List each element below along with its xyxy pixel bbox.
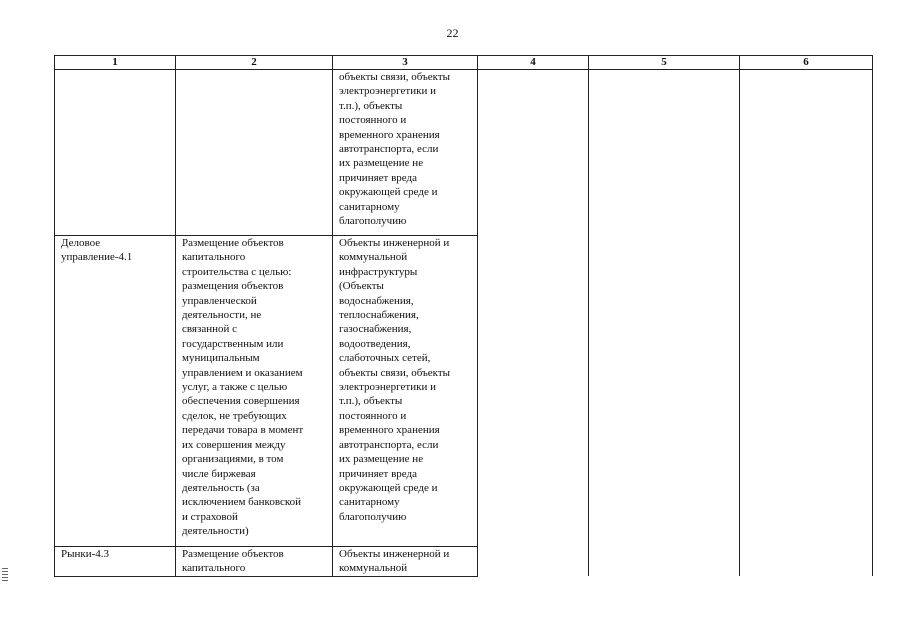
cell-description <box>176 70 333 236</box>
header-col-3: 3 <box>333 56 478 70</box>
header-col-1: 1 <box>55 56 176 70</box>
cell-auxiliary-objects: объекты связи, объекты электроэнергетики и т.п.), объекты постоянного и временного хранения автотранспорта, если их размещение не причиняет вреда окружающей среде и санитарному благополучию <box>333 70 478 236</box>
cell-col-4 <box>478 70 589 577</box>
cell-description: Размещение объектов капитального строительства с целью: размещения объектов управленческой деятельности, не связанной с государственным или муниципальным управлением и оказанием услуг, а также с целью обеспечения совершения сделок, не требующих передачи товара в момент их совершения между организациями, в том числе биржевая деятельность (за исключением банковской и страховой деятельности) <box>176 236 333 547</box>
header-row <box>55 56 873 70</box>
header-col-2: 2 <box>176 56 333 70</box>
cell-auxiliary-objects: Объекты инженерной и коммунальной инфраструктуры (Объекты водоснабжения, теплоснабжения, газоснабжения, водоотведения, слаботочных сетей, объекты связи, объекты электроэнергетики и т.п.), объекты постоянного и временного хранения автотранспорта, если их размещение не причиняет вреда окружающей среде и санитарному благополучию <box>333 236 478 547</box>
header-col-6: 6 <box>740 56 873 70</box>
header-col-4: 4 <box>478 56 589 70</box>
cell-use-type: Рынки-4.3 <box>55 547 176 577</box>
page-number: 22 <box>446 26 459 40</box>
cell-col-5 <box>589 70 740 577</box>
cell-col-6 <box>740 70 873 577</box>
cell-auxiliary-objects: Объекты инженерной и коммунальной <box>333 547 478 577</box>
cell-use-type <box>55 70 176 236</box>
scan-margin-mark <box>2 568 8 582</box>
table-row <box>55 70 873 236</box>
cell-use-type: Деловое управление-4.1 <box>55 236 176 547</box>
document-table <box>54 55 873 577</box>
cell-description: Размещение объектов капитального <box>176 547 333 577</box>
header-col-5: 5 <box>589 56 740 70</box>
